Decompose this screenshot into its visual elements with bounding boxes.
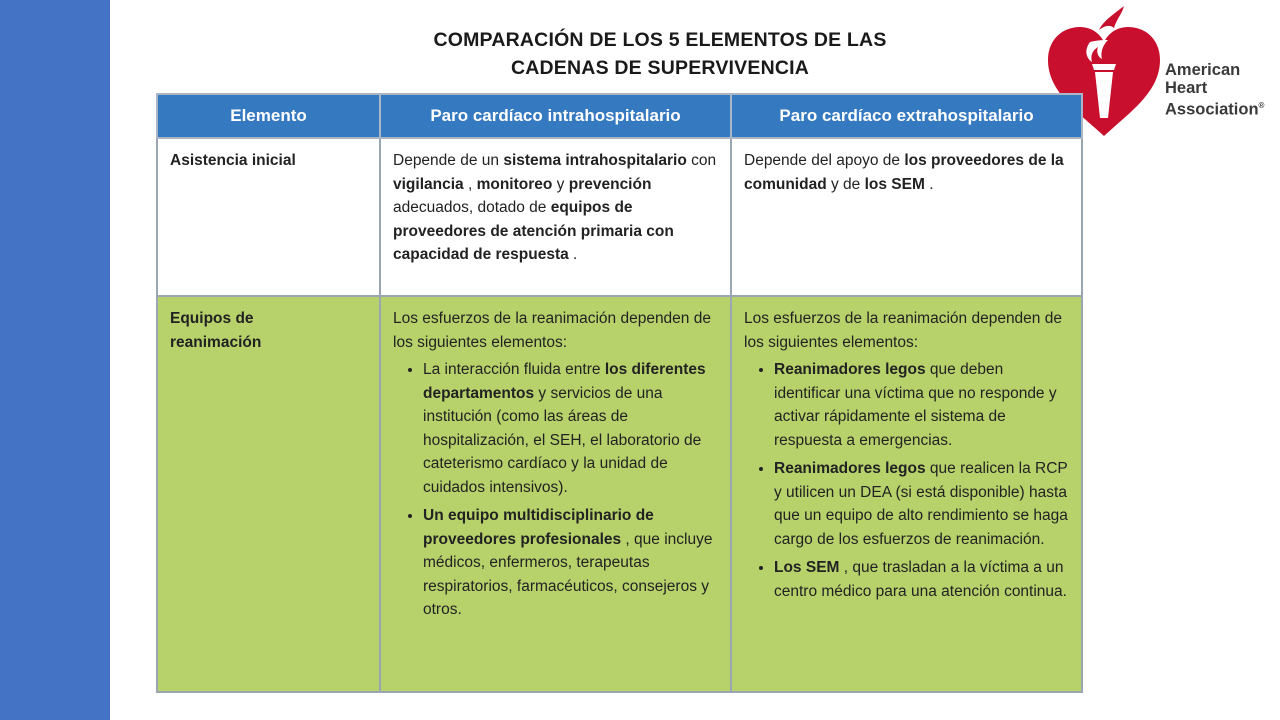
table-header-row <box>157 94 1082 138</box>
intra-intro: Los esfuerzos de la reanimación dependen de los siguientes elementos: <box>393 310 711 351</box>
cell-extra-asistencia: Depende del apoyo de los proveedores de la comunidad y de los SEM . <box>731 138 1082 296</box>
left-accent-bar <box>0 0 110 720</box>
list-item: • Reanimadores legos que deben identificar una víctima que no responde y activar rápidamente el sistema de respuesta a emergencias. <box>774 358 1069 452</box>
title-line-2: CADENAS DE SUPERVIVENCIA <box>510 57 810 79</box>
title-line-1: COMPARACIÓN DE LOS 5 ELEMENTOS DE LAS <box>433 29 887 51</box>
logo-wordmark <box>1165 61 1264 119</box>
header-intrahospitalario: Paro cardíaco intrahospitalario <box>380 94 731 138</box>
extra-list <box>744 358 1069 603</box>
list-item: • Los SEM , que trasladan a la víctima a un centro médico para una atención continua. <box>774 556 1069 603</box>
logo-line-association: Association <box>1165 100 1259 119</box>
cell-intra-equipos <box>380 296 731 692</box>
table-row-equipos <box>157 296 1082 692</box>
header-extrahospitalario: Paro cardíaco extrahospitalario <box>731 94 1082 138</box>
list-item: • Reanimadores legos que realicen la RCP y utilicen un DEA (si está disponible) hasta que un equipo de alto rendimiento se haga cargo de los esfuerzos de reanimación. <box>774 457 1069 551</box>
cell-element-equipos: Equipos de reanimación <box>157 296 380 692</box>
cell-intra-asistencia: Depende de un sistema intrahospitalario con vigilancia , monitoreo y prevención adecuados, dotado de equipos de proveedores de atención primaria con capacidad de respuesta . <box>380 138 731 296</box>
table-row-asistencia <box>157 138 1082 296</box>
header-elemento: Elemento <box>157 94 380 138</box>
registered-mark: ® <box>1258 101 1265 110</box>
comparison-table <box>156 93 1083 693</box>
cell-element-asistencia: Asistencia inicial <box>157 138 380 296</box>
slide-title <box>330 26 990 82</box>
logo-line-american: American <box>1165 61 1241 79</box>
list-item: • La interacción fluida entre los diferentes departamentos y servicios de una institución (como las áreas de hospitalización, el SEH, el laboratorio de cateterismo cardíaco y la unidad de cuidados intensivos). <box>423 358 718 499</box>
extra-intro: Los esfuerzos de la reanimación dependen de los siguientes elementos: <box>744 310 1062 351</box>
intra-list <box>393 358 718 622</box>
cell-extra-equipos <box>731 296 1082 692</box>
logo-line-heart: Heart <box>1165 79 1208 97</box>
list-item: • Un equipo multidisciplinario de proveedores profesionales , que incluye médicos, enfermeros, terapeutas respiratorios, farmacéuticos, consejeros y otros. <box>423 504 718 622</box>
